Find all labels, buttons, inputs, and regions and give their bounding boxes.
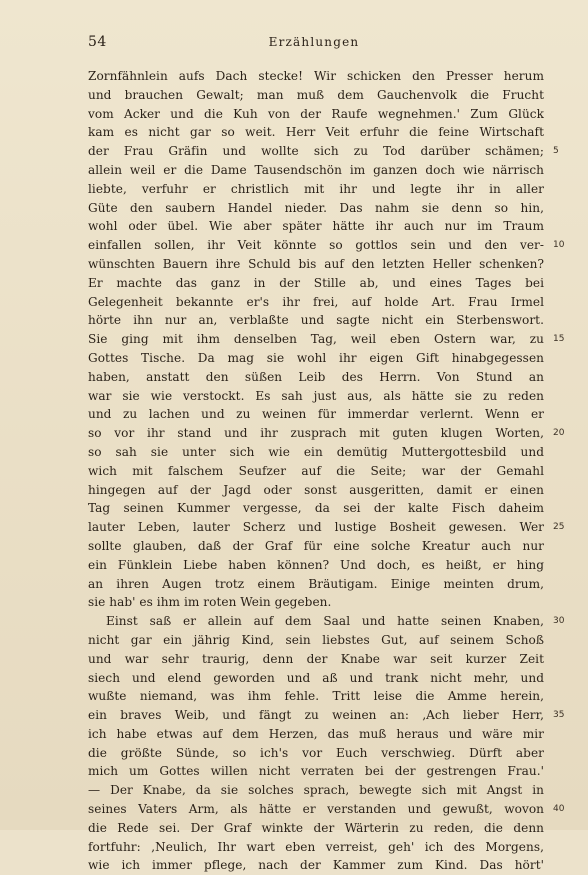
text-line: sie hab' es ihm im roten Wein gegeben. [88, 595, 332, 610]
text-line: an ihren Augen trotz einem Bräutigam. Einige meinten drum, [88, 576, 544, 591]
line-number-marker: 20 [553, 428, 565, 439]
text-line: wünschten Bauern ihre Schuld bis auf den letzten Heller schenken? [88, 256, 544, 271]
text-line: der Frau Gräfin und wollte sich zu Tod darüber schämen; [88, 144, 544, 159]
text-line: die größte Sünde, so ich's vor Euch verschwieg. Dürft aber [88, 745, 544, 760]
line-number-marker: 40 [553, 804, 565, 815]
text-line: siech und elend geworden und aß und trank nicht mehr, und [88, 670, 544, 685]
text-line: ein Fünklein Liebe haben können? Und doch, es heißt, er hing [88, 557, 544, 572]
text-line: — Der Knabe, da sie solches sprach, bewegte sich mit Angst in [88, 783, 544, 798]
line-number-marker: 30 [553, 616, 565, 627]
text-line: vom Acker und die Kuh von der Raufe wegnehmen.' Zum Glück [88, 106, 544, 121]
text-line: mich um Gottes willen nicht verraten bei der gestrengen Frau.' [88, 764, 544, 779]
text-line: wich mit falschem Seufzer auf die Seite; war der Gemahl [88, 463, 544, 478]
text-line: so sah sie unter sich wie ein demütig Muttergottesbild und [88, 444, 544, 459]
text-line: und war sehr traurig, denn der Knabe war seit kurzer Zeit [88, 651, 544, 666]
text-line: einfallen sollen, ihr Veit könnte so gottlos sein und den ver- [88, 238, 544, 253]
text-line: war sie wie verstockt. Es sah just aus, als hätte sie zu reden [88, 388, 544, 403]
line-number-marker: 35 [553, 710, 565, 721]
text-line: und zu lachen und zu weinen für immerdar verlernt. Wenn er [88, 407, 544, 422]
text-line: fortfuhr: ‚Neulich, Ihr wart eben verreist, geh' ich des Morgens, [88, 839, 544, 854]
text-line: und brauchen Gewalt; man muß dem Gauchenvolk die Frucht [88, 87, 544, 102]
text-line: allein weil er die Dame Tausendschön im ganzen doch wie närrisch [88, 162, 544, 177]
text-line: die Rede sei. Der Graf winkte der Wärterin zu reden, die denn [88, 820, 544, 835]
text-line: wußte niemand, was ihm fehle. Tritt leise die Amme herein, [88, 689, 544, 704]
page-number: 54 [88, 34, 107, 50]
text-line: Sie ging mit ihm denselben Tag, weil eben Ostern war, zu [88, 332, 544, 347]
body-text [88, 67, 544, 875]
text-line: Er machte das ganz in der Stille ab, und eines Tages bei [88, 275, 544, 290]
line-number-marker: 15 [553, 334, 565, 345]
text-line: Tag seinen Kummer vergesse, da sei der kalte Fisch daheim [88, 501, 544, 516]
text-line: so vor ihr stand und ihr zusprach mit guten klugen Worten, [88, 426, 544, 441]
text-line: sollte glauben, daß der Graf für eine solche Kreatur auch nur [88, 538, 544, 553]
line-number-marker: 10 [553, 240, 565, 251]
text-line: hingegen auf der Jagd oder sonst ausgeritten, damit er einen [88, 482, 544, 497]
text-line: haben, anstatt den süßen Leib des Herrn. Von Stund an [88, 369, 544, 384]
text-line: kam es nicht gar so weit. Herr Veit erfuhr die feine Wirtschaft [88, 125, 544, 140]
page-header [88, 34, 540, 54]
text-line: Gottes Tische. Da mag sie wohl ihr eigen Gift hinabgegessen [88, 350, 544, 365]
running-title: Erzählungen [268, 35, 360, 49]
text-line: nicht gar ein jährig Kind, sein liebstes Gut, auf seinem Schoß [88, 632, 544, 647]
text-line: ich habe etwas auf dem Herzen, das muß heraus und wäre mir [88, 726, 544, 741]
text-line: ein braves Weib, und fängt zu weinen an: ‚Ach lieber Herr, [88, 708, 544, 723]
line-number-marker: 25 [553, 522, 565, 533]
text-line: wohl oder übel. Wie aber später hätte ihr auch nur im Traum [88, 219, 544, 234]
text-line: wie ich immer pflege, nach der Kammer zum Kind. Das hört' [88, 858, 544, 873]
text-line: hörte ihn nur an, verblaßte und sagte nicht ein Sterbenswort. [88, 313, 544, 328]
text-line: Gelegenheit bekannte er's ihr frei, auf holde Art. Frau Irmel [88, 294, 544, 309]
text-line: seines Vaters Arm, als hätte er verstanden und gewußt, wovon [88, 802, 544, 817]
text-line: liebte, verfuhr er christlich mit ihr und legte ihr in aller [88, 181, 544, 196]
line-number-marker: 5 [553, 146, 559, 157]
text-line: Einst saß er allein auf dem Saal und hatte seinen Knaben, [106, 614, 544, 629]
text-line: Zornfähnlein aufs Dach stecke! Wir schicken den Presser herum [88, 69, 544, 83]
text-line: Güte den saubern Handel nieder. Das nahm sie denn so hin, [88, 200, 544, 215]
text-line: lauter Leben, lauter Scherz und lustige Bosheit gewesen. Wer [88, 520, 544, 535]
